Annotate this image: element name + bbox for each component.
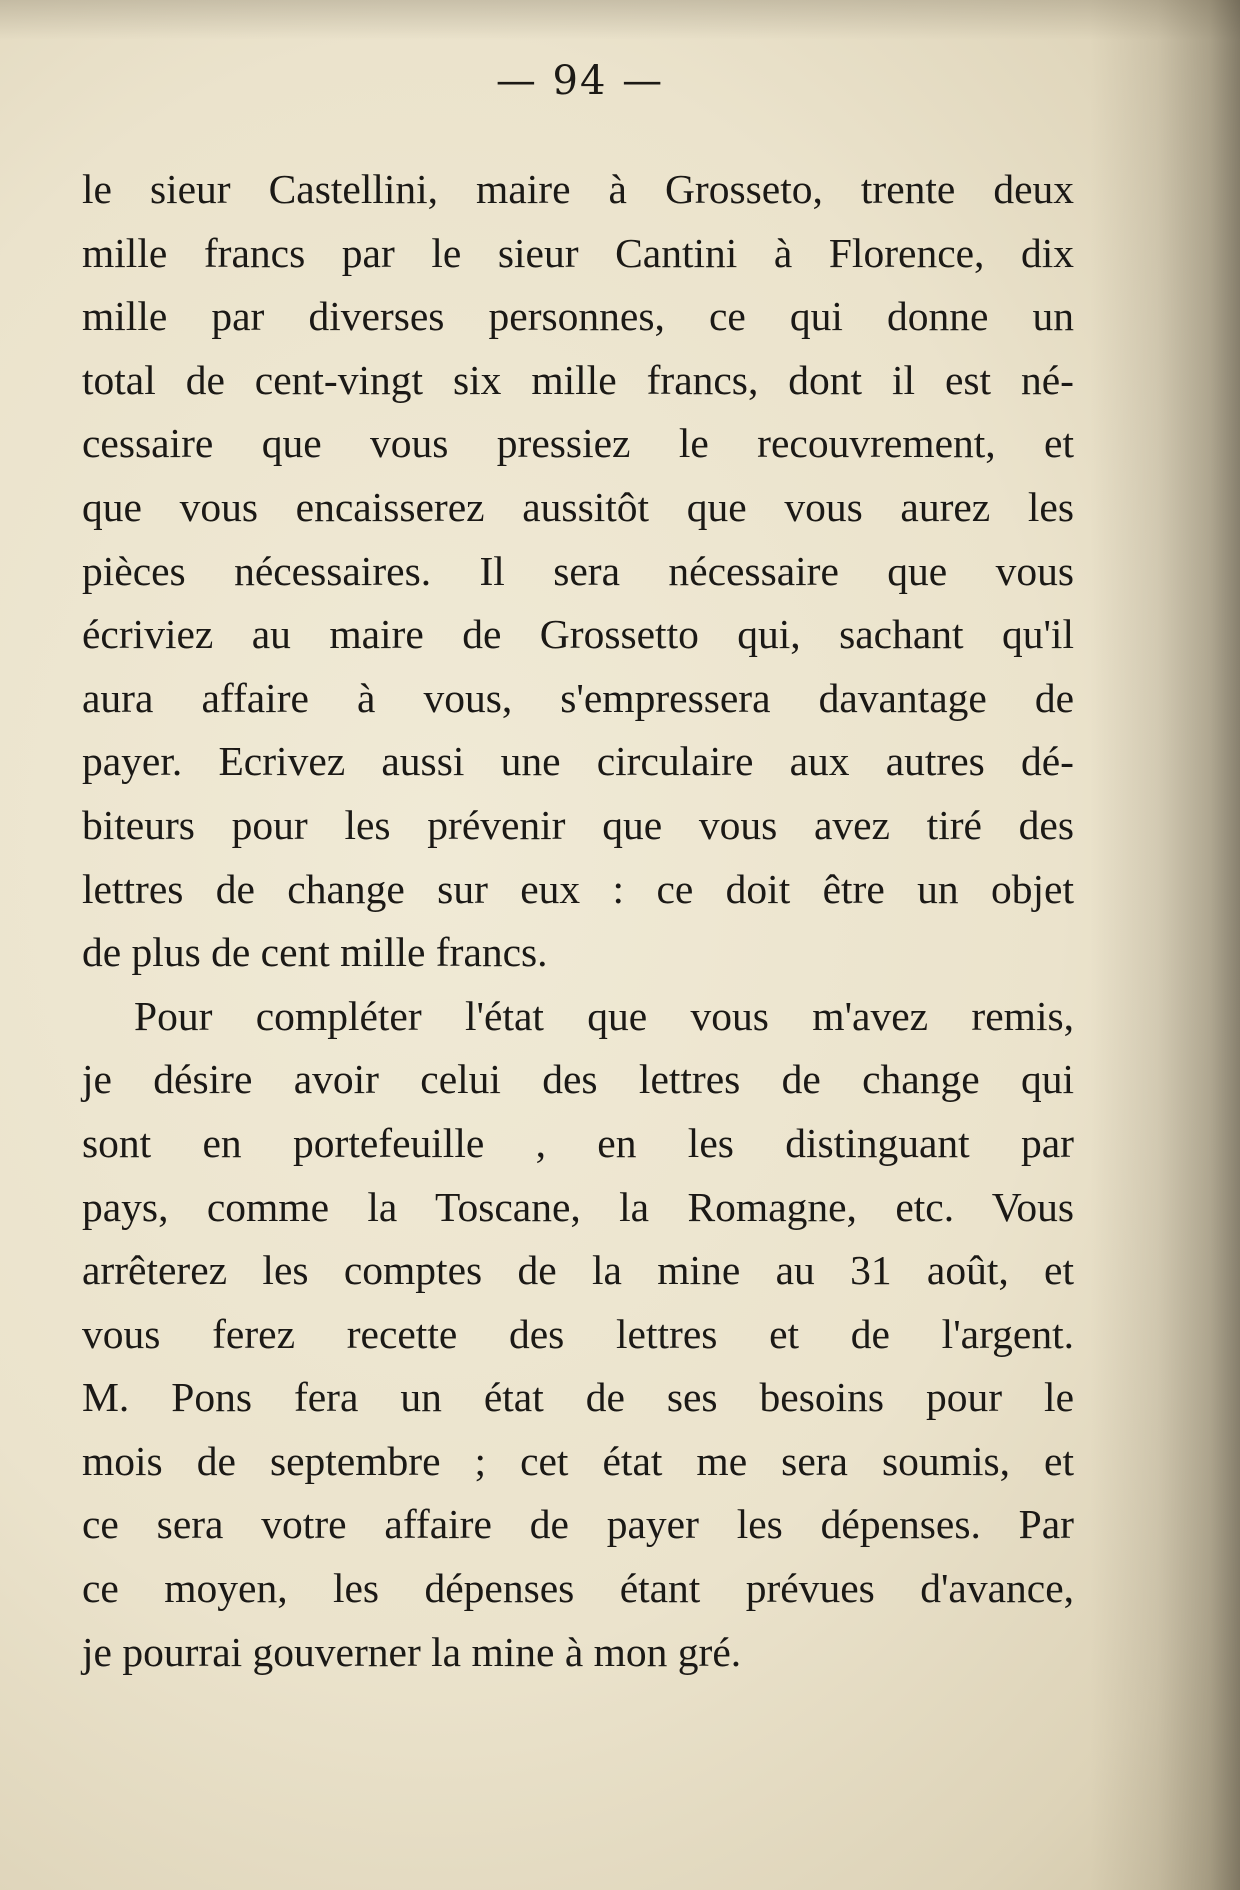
text-line: mois de septembre ; cet état me sera soumis, et: [82, 1437, 1074, 1484]
text-line: cessaire que vous pressiez le recouvrement, et: [82, 420, 1074, 467]
text-line: total de cent-vingt six mille francs, dont il est né-: [82, 356, 1074, 403]
text-line: ce moyen, les dépenses étant prévues d'avance,: [82, 1565, 1074, 1612]
page-gutter-shadow: [1090, 0, 1240, 1890]
text-line: payer. Ecrivez aussi une circulaire aux autres dé-: [82, 738, 1074, 785]
text-line: pièces nécessaires. Il sera nécessaire que vous: [82, 547, 1074, 594]
text-line: je pourrai gouverner la mine à mon gré.: [82, 1628, 742, 1675]
text-line: ce sera votre affaire de payer les dépenses. Par: [82, 1501, 1074, 1548]
text-line: M. Pons fera un état de ses besoins pour le: [82, 1374, 1074, 1421]
text-line: vous ferez recette des lettres et de l'argent.: [82, 1310, 1074, 1357]
text-line: biteurs pour les prévenir que vous avez tiré des: [82, 801, 1074, 848]
text-line: Pour compléter l'état que vous m'avez remis,: [134, 992, 1074, 1039]
text-line: de plus de cent mille francs.: [82, 929, 548, 976]
text-line: le sieur Castellini, maire à Grosseto, trente deux: [82, 166, 1074, 212]
text-line: que vous encaisserez aussitôt que vous aurez les: [82, 483, 1074, 530]
text-line: arrêterez les comptes de la mine au 31 août, et: [82, 1247, 1074, 1294]
text-line: mille francs par le sieur Cantini à Florence, dix: [82, 229, 1074, 276]
text-line: écriviez au maire de Grossetto qui, sachant qu'il: [82, 611, 1074, 658]
page-top-shadow: [0, 0, 1240, 40]
text-line: lettres de change sur eux : ce doit être un objet: [82, 865, 1074, 912]
text-line: je désire avoir celui des lettres de change qui: [82, 1056, 1074, 1103]
text-line: pays, comme la Toscane, la Romagne, etc. Vous: [82, 1183, 1074, 1230]
text-line: sont en portefeuille , en les distinguant par: [82, 1119, 1074, 1166]
text-line: aura affaire à vous, s'empressera davantage de: [82, 674, 1074, 721]
text-line: mille par diverses personnes, ce qui donne un: [82, 293, 1074, 340]
body-text: [82, 158, 1074, 1684]
page-number: — 94 —: [495, 58, 665, 104]
